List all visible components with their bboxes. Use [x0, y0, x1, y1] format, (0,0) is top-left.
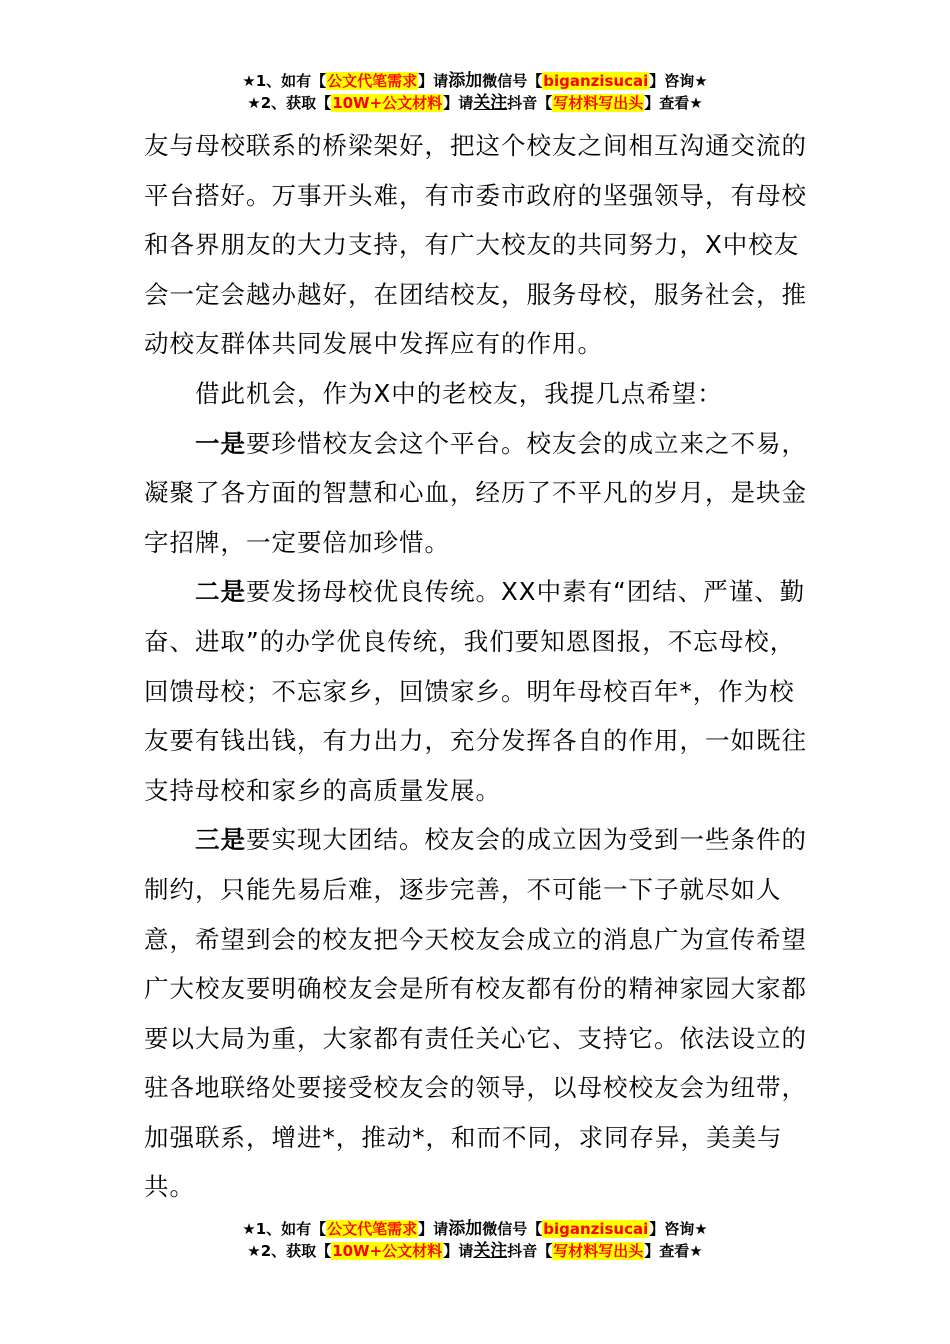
paragraph-lead: 二是 — [195, 577, 246, 607]
paragraph-4: 二是要发扬母校优良传统。XX中素有“团结、严谨、勤奋、进取”的办学优良传统，我们要知恩图报，不忘母校，回馈母校；不忘家乡，回馈家乡。明年母校百年*，作为校友要有钱出钱，有力出力，充分发挥各自的作用，一如既往支持母校和家乡的高质量发展。 — [144, 577, 807, 805]
paragraph-2: 借此机会，作为X中的老校友，我提几点希望： — [195, 378, 723, 408]
star-icon: ★ — [242, 72, 256, 90]
paragraph-1: 友与母校联系的桥梁架好，把这个校友之间相互沟通交流的平台搭好。万事开头难，有市委市政府的坚强领导，有母校和各界朋友的大力支持，有广大校友的共同努力，X中校友会一定会越办越好，在团结校友，服务母校，服务社会，推动校友群体共同发展中发挥应有的作用。 — [144, 131, 807, 359]
star-icon: ★ — [247, 94, 261, 112]
banner-line-1: ★1、如有【公文代笔需求】请添加微信号【biganzisucai】咨询★ — [242, 71, 708, 91]
star-icon: ★ — [242, 1220, 256, 1238]
paragraph-5: 三是要实现大团结。校友会的成立因为受到一些条件的制约，只能先易后难，逐步完善，不可能一下子就尽如人意，希望到会的校友把今天校友会成立的消息广为宣传希望广大校友要明确校友会是所有校友都有份的精神家园大家都要以大局为重，大家都有责任关心它、支持它。依法设立的驻各地联络处要接受校友会的领导，以母校校友会为纽带，加强联系，增进*，推动*，和而不同，求同存异，美美与共。 — [144, 825, 807, 1202]
highlight-service: 公文代笔需求 — [327, 1220, 418, 1238]
highlight-douyin: 写材料写出头 — [553, 94, 644, 112]
highlight-wechat-id: biganzisucai — [543, 1220, 649, 1238]
banner-line-1: ★1、如有【公文代笔需求】请添加微信号【biganzisucai】咨询★ — [242, 1219, 708, 1239]
paragraph-lead: 三是 — [195, 825, 246, 855]
paragraph-lead: 一是 — [195, 428, 246, 458]
banner-line-2: ★2、获取【10W+公文材料】请关注抖音【写材料写出头】查看★ — [247, 1241, 703, 1261]
star-icon: ★ — [247, 1242, 261, 1260]
paragraph-3: 一是要珍惜校友会这个平台。校友会的成立来之不易，凝聚了各方面的智慧和心血，经历了不平凡的岁月，是块金字招牌，一定要倍加珍惜。 — [144, 428, 807, 557]
header-banner — [0, 70, 950, 114]
highlight-service: 公文代笔需求 — [327, 72, 418, 90]
footer-banner — [0, 1218, 950, 1262]
highlight-materials: 10W+公文材料 — [332, 1242, 443, 1260]
highlight-wechat-id: biganzisucai — [543, 72, 649, 90]
banner-line-2: ★2、获取【10W+公文材料】请关注抖音【写材料写出头】查看★ — [247, 93, 703, 113]
document-body — [144, 121, 816, 1212]
highlight-materials: 10W+公文材料 — [332, 94, 443, 112]
highlight-douyin: 写材料写出头 — [553, 1242, 644, 1260]
